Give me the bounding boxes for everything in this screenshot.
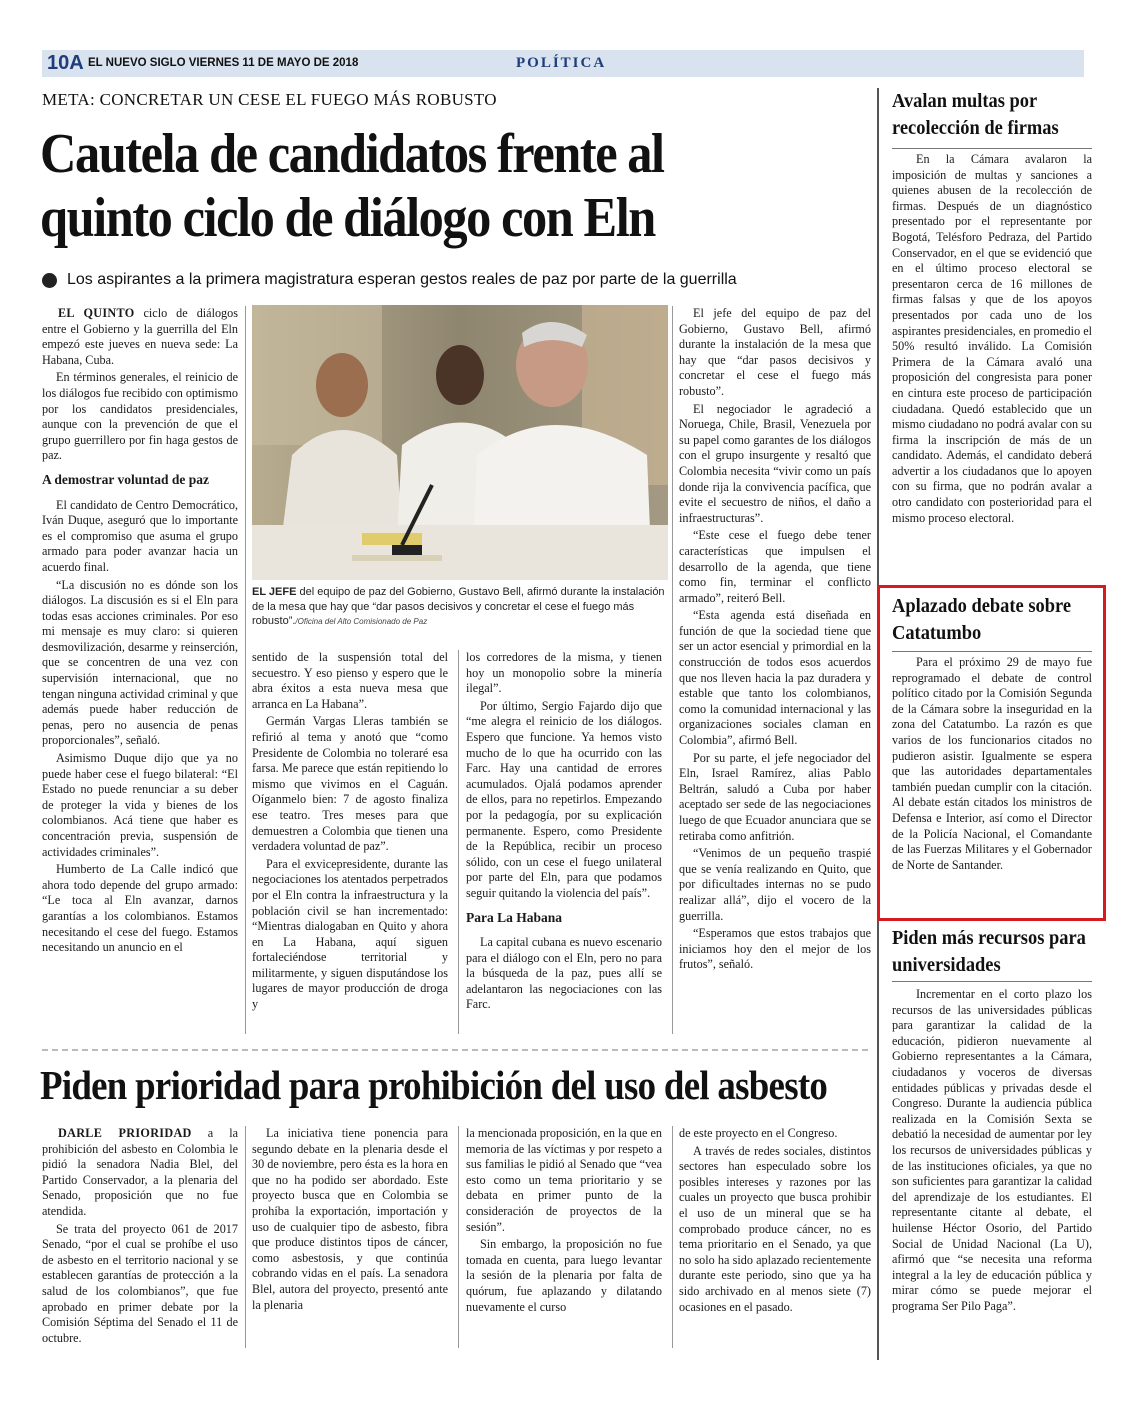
photo-illustration: [252, 305, 668, 580]
sidebar-text: [892, 152, 1092, 526]
article-photo: [252, 305, 668, 580]
rule: [892, 981, 1092, 982]
second-headline: Piden prioridad para prohibición del uso del asbesto: [40, 1062, 828, 1108]
paragraph: Incrementar en el corto plazo los recursos de las universidades públicas para garantizar la calidad de la educación, pidieron nuevamente al Gobierno representantes a la Cámara, ciudadanos y voceros de diversas entidades públicas y privadas desde el Congreso. Durante la audiencia pública realizada en la Comisión Sexta se debatió la necesidad de aumentar por ley los recursos de universidades públicas y de las instituciones oficiales, ya que no son suficientes para garantizar la calidad del aprendizaje de los estudiantes. El representante citante al debate, el huilense Héctor Osorio, del Partido Social de Unidad Nacional (La U), afirmó que “se necesita una reforma integral a la ley de educación pública y mirar cómo se puede mejorar el programa Ser Pilo Paga”.: [892, 987, 1092, 1313]
bullet-icon: [42, 273, 57, 288]
paragraph: “Este cese el fuego debe tener características que impulsen el desarrollo de la agenda, que tiene como fin, terminar el conflicto armado”, reiteró Bell.: [679, 528, 871, 605]
paragraph: “La discusión no es dónde son los diálogos. La discusión es si el Eln para todas esas acciones criminales. Por eso mi mensaje es muy claro: si quieren desmovilización, desarme y reinserción, que se concentren de una vez con supervisión internacional, que no tengan ninguna actividad criminal y que además puede haber reducción de penas, pero no ausencia de penas proporcionales”, señaló.: [42, 577, 238, 748]
paragraph: Por su parte, el jefe negociador del Eln, Israel Ramírez, alias Pablo Beltrán, saludó a Cuba por haber aceptado ser sede de las negociaciones luego de que Ecuador anunciara que se retiraba como anfitrión.: [679, 750, 871, 843]
paragraph: ciclo de diálogos entre el Gobierno y la guerrilla del Eln empezó este jueves en nueva sede: La Habana, Cuba.: [42, 306, 238, 367]
page-header: [42, 50, 1084, 77]
photo-caption: [252, 585, 668, 630]
lead-word: EL QUINTO: [58, 306, 135, 320]
page-number: 10A: [47, 52, 84, 74]
paragraph: “Esperamos que estos trabajos que iniciamos hoy den el mejor de los frutos”, señaló.: [679, 926, 871, 972]
paragraph: En la Cámara avalaron la imposición de multas y sanciones a quienes abusen de la recolección de firmas. Después de un diagnóstico presentado por el representante por Bogotá, Telésforo Pedraza, del Partido Conservador, en el que se evidenció que en el último proceso electoral se presentaron cerca de 16 millones de firmas falsas y que de los apoyos presentados por cada uno de los aspirantes presidenciales, en promedio el 50% resultó inválido. La Comisión Primera de la Cámara avaló una proposición del congresista para poner en cintura este proceso de participación ciudadana. Quedó establecido que un mismo ciudadano no podrá avalar con su firma la inscripción de más de un candidato. Además, el candidato deberá advertir a los ciudadanos que lo apoyen con su firma, que no podrán avalar a otro candidato con posterioridad para el mismo proceso electoral.: [892, 152, 1093, 525]
article-column-1: [42, 306, 238, 958]
paragraph: Por último, Sergio Fajardo dijo que “me alegra el reinicio de los diálogos. Espero que funcione. Ya hemos visto mucho de lo que ha ocurrido con las Farc. Hay una cantidad de errores acumulados. Ojalá podamos aprender de ellos, para no repetirlos. Empezando por la pedagogía, por su explicación permanente. Espero, como Presidente de la República, recibir un proceso sólido, con un cese el fuego unilateral por parte del Eln, para que podamos seguir quitando la violencia del país”.: [466, 698, 662, 900]
article-kicker: META: CONCRETAR UN CESE EL FUEGO MÁS ROBUSTO: [42, 90, 497, 109]
article-headline: Cautela de candidatos frente al quinto ciclo de diálogo con Eln: [40, 123, 664, 249]
sidebar-text: [892, 655, 1092, 873]
article-column-2: [252, 650, 448, 1015]
paragraph: La iniciativa tiene ponencia para segundo debate en la plenaria desde el 30 de noviembre, pero ésta es la hora en que no ha podido ser abordado. Este proyecto busca que en Colombia se prohíba la exportación, importación y uso de cualquier tipo de asbesto, fibra que produce distintos tipos de cáncer, como asbestosis, y que continúa cobrando vidas en el país. La senadora Blel, autora del proyecto, presentó ante la plenaria: [252, 1126, 448, 1312]
subhead-text: Los aspirantes a la primera magistratura esperan gestos reales de paz por parte de la guerrilla: [67, 271, 737, 288]
sidebar-story-firmas: [892, 88, 1092, 526]
paragraph: “Esta agenda está diseñada en función de que la sociedad tiene que ser un actor esencial y primordial en la construcción de todos esos acuerdos que nos lleven hacia la paz duradera y estable que tanto los colombianos, como la comunidad internacional y las organizaciones sociales claman en Colombia”, afirmó Bell.: [679, 608, 871, 748]
article-subhead: [42, 271, 737, 289]
second-column-4: [679, 1126, 871, 1317]
paragraph: de este proyecto en el Congreso.: [679, 1126, 838, 1140]
paragraph: los corredores de la misma, y tienen hoy un monopolio sobre la minería ilegal”.: [466, 650, 662, 696]
second-column-2: [252, 1126, 448, 1315]
column-divider: [672, 306, 673, 1034]
paragraph: En términos generales, el reinicio de los diálogos fue recibido con optimismo por los candidatos presidenciales, aunque con la prevención de que el grupo guerrillero por fin haga gestos de paz.: [42, 370, 238, 463]
paragraph: la mencionada proposición, en la que en memoria de las víctimas y por respeto a sus familias le pidió al Senado que “vea esto como un tema prioritario y se debata en primer punto de la consideración de proyectos de la sesión”.: [466, 1126, 662, 1234]
sidebar-title: Aplazado debate sobre Catatumbo: [892, 595, 1072, 644]
sidebar-story-universidades: [892, 925, 1092, 1314]
lead-word: DARLE PRIORIDAD: [58, 1126, 192, 1140]
paragraph: sentido de la suspensión total del secuestro. Y eso pienso y espero que le abra éxitos a esta nueva mesa que arranca en La Habana”.: [252, 650, 448, 711]
paragraph: Germán Vargas Lleras también se refirió al tema y anotó que “como Presidente de Colombia no toleraré esa farsa. Me parece que están repitiendo lo mismo que vivimos en el Caguán. Oíganmelo bien: 7 de agosto finaliza ese teatro. Tres meses para que demuestren a Colombia que tienen una verdadera voluntad de paz”.: [252, 714, 448, 854]
article-column-3: [466, 650, 662, 1015]
paragraph: Asimismo Duque dijo que ya no puede haber cese el fuego bilateral: “El Estado no puede renunciar a su deber de proteger la vida y bienes de los colombianos. Acá tiene que haber es concentración previa, suspensión de actividades criminales”.: [42, 751, 238, 859]
column-divider: [458, 1126, 459, 1348]
paragraph: La capital cubana es nuevo escenario para el diálogo con el Eln, pero no para la búsqueda de la paz, pues allí se adelantaron las negociaciones con las Farc.: [466, 935, 662, 1012]
paragraph: Para el exvicepresidente, durante las negociaciones los atentados perpetrados por el Eln contra la infraestructura y la población civil se han incrementado: “Mientras dialogaban en Quito y ahora en La Habana, aquí siguen fortaleciéndose territorial y militarmente, y siguen disputándose los lugares de mayor producción de droga y: [252, 856, 448, 1012]
paragraph: Humberto de La Calle indicó que ahora todo depende del grupo armado: “Le toca al Eln avanzar, darnos garantías a los colombianos. Estamos necesitando el cese del fuego. Estamos necesitando un anuncio en el: [42, 862, 238, 955]
paragraph: Sin embargo, la proposición no fue tomada en cuenta, para luego levantar la sesión de la plenaria por falta de quórum, fue aplazando y dilatando nuevamente el curso: [466, 1237, 662, 1314]
paragraph: Se trata del proyecto 061 de 2017 Senado, “por el cual se prohíbe el uso de asbesto en el territorio nacional y se establecen garantías de protección a la salud de los colombianos”, que fue aprobado en primer debate por la Comisión Séptima del Senado el 11 de octubre.: [42, 1221, 238, 1345]
paragraph: El candidato de Centro Democrático, Iván Duque, aseguró que lo importante es el compromiso que asuma el grupo armado para poder avanzar hacia un acuerdo final.: [42, 497, 238, 574]
paragraph: A través de redes sociales, distintos sectores han especulado sobre los posibles intereses y razones por las cuales un proyecto que busca prohibir el uso de un mineral que se ha comprobado produce cáncer, no es tema prioritario en el Senado, ya que no solo ha sido aplazado recientemente durante este periodo, sino que ya ha sido archivado en al menos siete (7) ocasiones en el pasado.: [679, 1143, 871, 1314]
subheading: A demostrar voluntad de paz: [42, 471, 210, 487]
photo-credit: /Oficina del Alto Comisionado de Paz: [295, 617, 428, 627]
caption-lead: EL JEFE: [252, 586, 297, 598]
sidebar-title: Piden más recursos para universidades: [892, 927, 1086, 976]
sidebar-story-catatumbo: [892, 593, 1092, 873]
rule: [892, 651, 1092, 652]
article-separator: [42, 1049, 868, 1051]
subheading: Para La Habana: [466, 909, 563, 925]
column-divider: [245, 306, 246, 1034]
caption-text: del equipo de paz del Gobierno, Gustavo Bell, afirmó durante la instalación de la mesa que hay que “dar pasos decisivos y concretar el cese el fuego más robusto”.: [252, 586, 665, 628]
paragraph: El negociador le agradeció a Noruega, Chile, Brasil, Venezuela por su papel como garantes de los diálogos con el grupo insurgente y resaltó que Colombia necesita “vivir como un país donde rija la convivencia pacífica, que evite el secuestro de niños, el daño a infraestructuras”.: [679, 401, 871, 525]
column-divider: [458, 650, 459, 1034]
sidebar-title: Avalan multas por recolección de firmas: [892, 90, 1059, 139]
section-name: POLÍTICA: [516, 55, 607, 71]
publication-date: EL NUEVO SIGLO VIERNES 11 DE MAYO DE 2018: [88, 57, 359, 69]
sidebar-text: [892, 987, 1092, 1314]
second-column-3: [466, 1126, 662, 1317]
paragraph: a la prohibición del asbesto en Colombia le pidió la senadora Nadia Blel, del Partido Conservador, a la plenaria del Senado, proposición que no fue atendida.: [42, 1126, 238, 1218]
column-divider: [672, 1126, 673, 1348]
second-column-1: [42, 1126, 238, 1348]
rule: [892, 148, 1092, 149]
paragraph: Para el próximo 29 de mayo fue reprogramado el debate de control político citado por la Comisión Segunda de la Cámara sobre la inseguridad en la zona del Catatumbo. La razón es que varios de los funcionarios citados no pudieron asistir. Igualmente se espera que las autoridades departamentales también puedan cumplir con la citación. Al debate están citados los ministros de Defensa e Interior, así como el Director de la Policía Nacional, el Comandante de las Fuerzas Militares y el Gobernador de Norte de Santander.: [892, 655, 1092, 872]
paragraph: El jefe del equipo de paz del Gobierno, Gustavo Bell, afirmó durante la instalación de la mesa que hay que “dar pasos decisivos y concretar el cese el fuego más robusto”.: [679, 306, 871, 398]
paragraph: “Venimos de un pequeño traspié que se venía realizando en Quito, que por dificultades internas no se pudo realizar allá”, dijo el vocero de la guerrilla.: [679, 846, 871, 923]
article-column-4: [679, 306, 871, 975]
column-divider: [245, 1126, 246, 1348]
